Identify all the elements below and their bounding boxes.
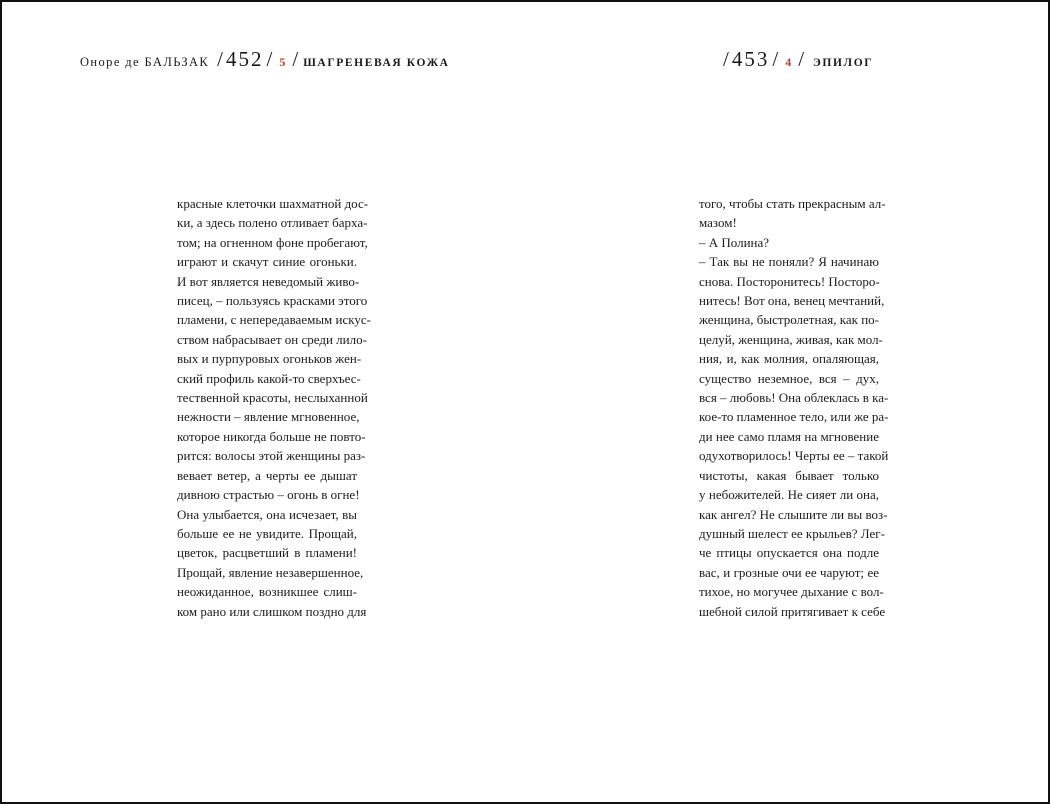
text-line: красные клеточки шахматной дос- <box>177 196 369 211</box>
text-line: ком рано или слишком поздно для <box>177 603 367 619</box>
text-line: того, чтобы стать прекрасным ал- <box>699 196 886 211</box>
left-page-text <box>177 194 371 621</box>
page-number-left: 452 <box>226 47 264 71</box>
text-line: нежности – явление мгновенное, <box>177 409 360 425</box>
author-name: Оноре де БАЛЬЗАК <box>80 55 210 69</box>
chapter-number-left: 5 <box>279 55 286 69</box>
text-line: душный шелест ее крыльев? Лег- <box>699 525 885 541</box>
text-line: у небожителей. Не сияет ли она, <box>699 487 879 503</box>
text-line: ки, а здесь полено отливает барха- <box>177 215 368 231</box>
text-line: как ангел? Не слышите ли вы воз- <box>699 506 888 522</box>
text-line: Прощай, явление незавершенное, <box>177 564 364 580</box>
text-line: Она улыбается, она исчезает, вы <box>177 506 357 522</box>
header-slash: / <box>217 47 224 71</box>
text-line: цветок, расцветший в пламени! <box>177 545 357 561</box>
text-line: тихое, но могучее дыхание с вол- <box>699 584 884 600</box>
text-line: вся – любовь! Она облеклась в ка- <box>699 390 889 406</box>
running-header-left <box>80 47 450 72</box>
text-line: ский профиль какой-то сверхъес- <box>177 370 361 386</box>
header-slash: / <box>292 47 299 71</box>
text-line: ди нее само пламя на мгновение <box>699 428 879 444</box>
text-line: – Так вы не поняли? Я начинаю <box>699 254 879 270</box>
text-line: – А Полина? <box>699 234 770 250</box>
text-line: нитесь! Вот она, венец мечтаний, <box>699 293 885 309</box>
text-line: женщина, быстролетная, как по- <box>699 312 879 328</box>
text-line: существо неземное, вся – дух, <box>699 370 879 386</box>
header-slash: / <box>266 47 273 71</box>
text-line: неожиданное, возникшее слиш- <box>177 584 357 600</box>
header-slash: / <box>798 47 805 71</box>
text-line: которое никогда больше не повто- <box>177 428 366 444</box>
text-line: мазом! <box>699 215 737 231</box>
text-line: тественной красоты, неслыханной <box>177 390 368 406</box>
section-title-left: ШАГРЕНЕВАЯ КОЖА <box>303 57 450 69</box>
page-number-right: 453 <box>731 47 770 71</box>
text-line: снова. Посторонитесь! Посторо- <box>699 273 880 289</box>
text-line: вевает ветер, а черты ее дышат <box>177 467 357 483</box>
text-line: вас, и грозные очи ее чаруют; ее <box>699 564 879 580</box>
text-line: рится: волосы этой женщины раз- <box>177 448 366 464</box>
text-line: больше ее не увидите. Прощай, <box>177 525 357 541</box>
running-header-right <box>720 47 873 72</box>
chapter-number-right: 4 <box>785 55 792 69</box>
right-page-text <box>699 194 889 621</box>
section-title-right: ЭПИЛОГ <box>813 57 874 69</box>
text-line: шебной силой притягивает к себе <box>699 603 886 619</box>
text-line: писец, – пользуясь красками этого <box>177 293 368 309</box>
text-line: целуй, женщина, живая, как мол- <box>699 331 883 347</box>
text-line: играют и скачут синие огоньки. <box>177 254 357 270</box>
text-line: дивною страстью – огонь в огне! <box>177 487 360 503</box>
header-slash: / <box>723 47 729 71</box>
text-line: че птицы опускается она подле <box>699 545 879 561</box>
text-line: том; на огненном фоне пробегают, <box>177 234 368 250</box>
text-line: одухотворилось! Черты ее – такой <box>699 448 889 464</box>
text-line: кое-то пламенное тело, или же ра- <box>699 409 889 425</box>
text-line: И вот является неведомый живо- <box>177 273 360 289</box>
text-line: пламени, с непередаваемым искус- <box>177 312 371 328</box>
text-line: ния, и, как молния, опаляющая, <box>699 351 879 367</box>
text-line: чистоты, какая бывает только <box>699 467 879 483</box>
text-line: ством набрасывает он среди лило- <box>177 331 367 347</box>
header-slash: / <box>772 47 779 71</box>
text-line: вых и пурпуровых огоньков жен- <box>177 351 362 367</box>
